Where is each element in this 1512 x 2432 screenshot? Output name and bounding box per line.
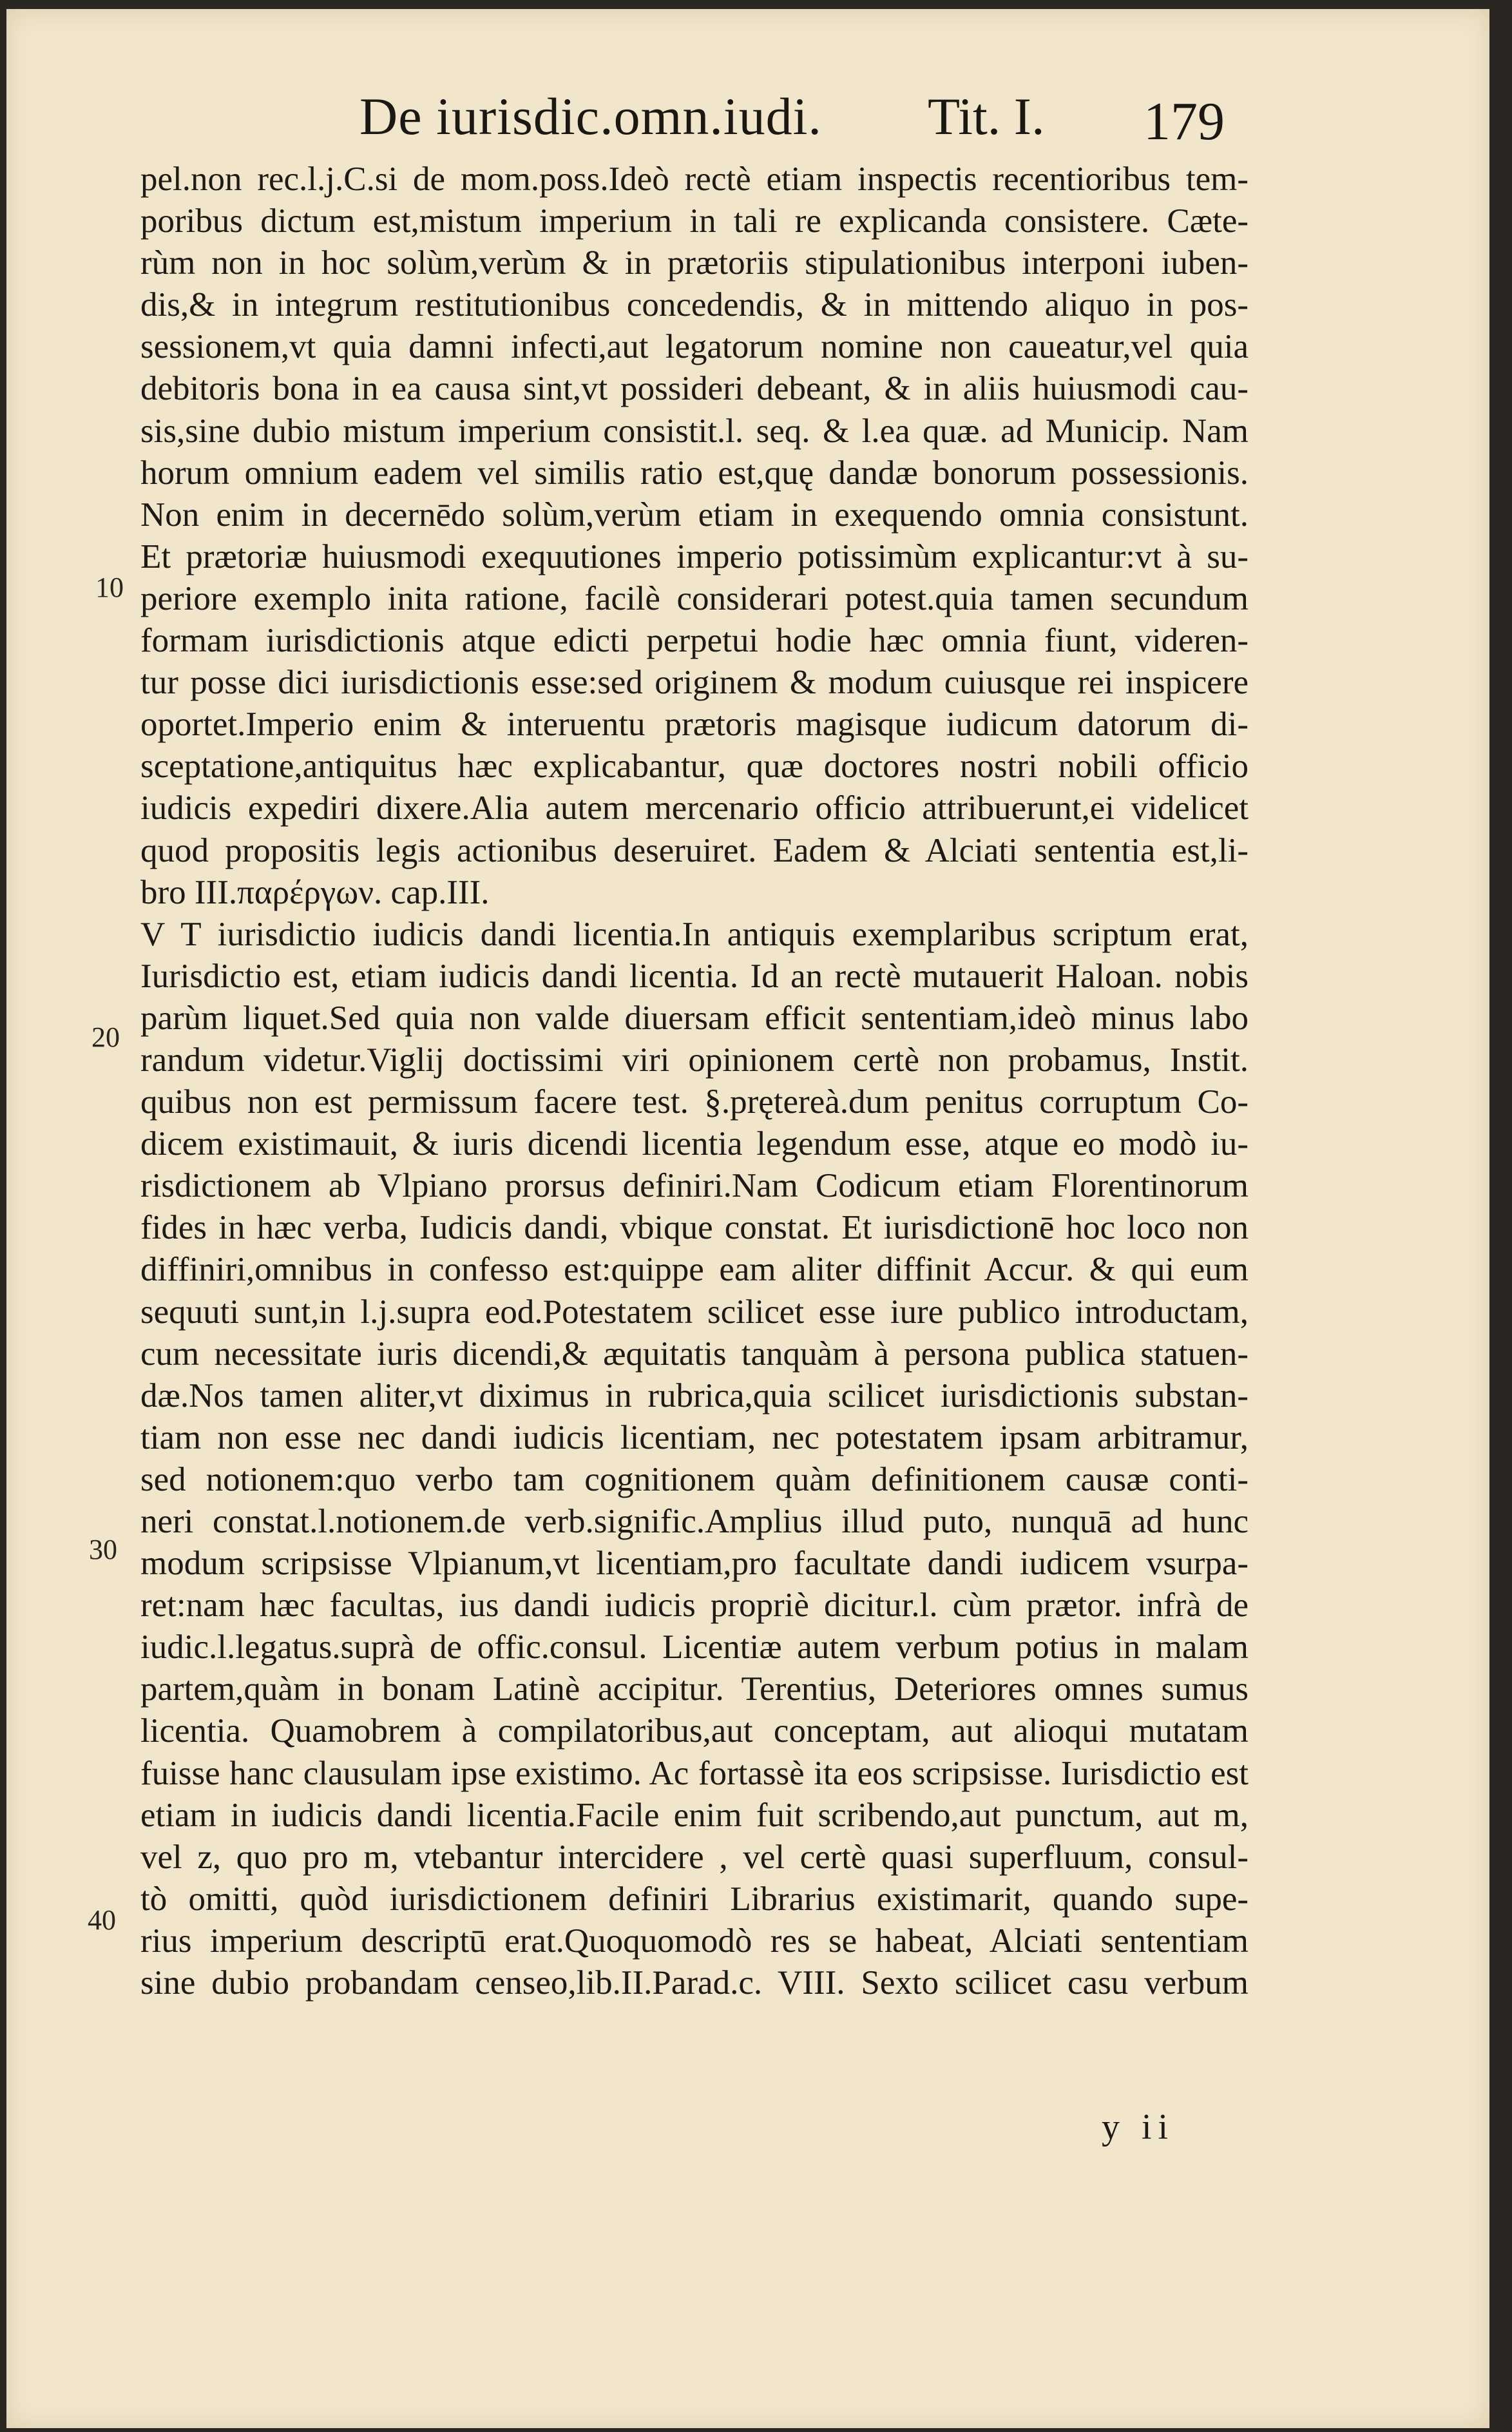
text-line: fides in hæc verba, Iudicis dandi, vbique constat. Et iurisdictionē hoc loco non bbox=[140, 1209, 1249, 1247]
page-number: 179 bbox=[1144, 92, 1225, 151]
text-line: dis,& in integrum restitutionibus concedendis, & in mittendo aliquo in pos- bbox=[140, 286, 1249, 324]
signature-mark: y ii bbox=[1102, 2107, 1175, 2147]
text-line: cum necessitate iuris dicendi,& æquitatis tanquàm à persona publica statuen- bbox=[140, 1335, 1249, 1373]
text-line: quod propositis legis actionibus deseruiret. Eadem & Alciati sententia est,li- bbox=[140, 831, 1249, 869]
text-line: sequuti sunt,in l.j.supra eod.Potestatem scilicet esse iure publico introductam, bbox=[140, 1293, 1249, 1331]
text-line: oportet.Imperio enim & interuentu prætoris magisque iudicum datorum di- bbox=[140, 706, 1249, 744]
text-line: randum videtur.Viglij doctissimi viri opinionem certè non probamus, Instit. bbox=[140, 1041, 1249, 1079]
text-line: dicem existimauit, & iuris dicendi licentia legendum esse, atque eo modò iu- bbox=[140, 1125, 1249, 1163]
text-line: etiam in iudicis dandi licentia.Facile enim fuit scribendo,aut punctum, aut m, bbox=[140, 1796, 1249, 1834]
text-line: Iurisdictio est, etiam iudicis dandi licentia. Id an rectè mutauerit Haloan. nobis bbox=[140, 957, 1249, 995]
text-line: tò omitti, quòd iurisdictionem definiri Librarius existimarit, quando supe- bbox=[140, 1880, 1249, 1918]
text-line: iudicis expediri dixere.Alia autem mercenario officio attribuerunt,ei videlicet bbox=[140, 789, 1249, 827]
text-line: fuisse hanc clausulam ipse existimo. Ac fortassè ita eos scripsisse. Iurisdictio est bbox=[140, 1754, 1249, 1792]
text-line: periore exemplo inita ratione, facilè considerari potest.quia tamen secundum bbox=[140, 579, 1249, 617]
text-line: poribus dictum est,mistum imperium in tali re explicanda consistere. Cæte- bbox=[140, 202, 1249, 240]
text-line: licentia. Quamobrem à compilatoribus,aut conceptam, aut alioqui mutatam bbox=[140, 1712, 1249, 1750]
text-line: tur posse dici iurisdictionis esse:sed originem & modum cuiusque rei inspicere bbox=[140, 664, 1249, 702]
text-line: iudic.l.legatus.suprà de offic.consul. Licentiæ autem verbum potius in malam bbox=[140, 1628, 1249, 1666]
text-line: rius imperium descriptū erat.Quoquomodò res se habeat, Alciati sententiam bbox=[140, 1922, 1249, 1960]
page-header bbox=[6, 86, 1489, 157]
body-text bbox=[140, 159, 1249, 2046]
text-line: formam iurisdictionis atque edicti perpetui hodie hæc omnia fiunt, videren- bbox=[140, 622, 1249, 660]
text-line: risdictionem ab Vlpiano prorsus definiri.Nam Codicum etiam Florentinorum bbox=[140, 1167, 1249, 1205]
text-line: horum omnium eadem vel similis ratio est,quę dandæ bonorum possessionis. bbox=[140, 454, 1249, 492]
text-line: sessionem,vt quia damni infecti,aut legatorum nomine non caueatur,vel quia bbox=[140, 328, 1249, 366]
section-label: Tit. I. bbox=[928, 87, 1045, 146]
text-line: sceptatione,antiquitus hæc explicabantur, quæ doctores nostri nobili officio bbox=[140, 748, 1249, 786]
text-line: Non enim in decernēdo solùm,verùm etiam in exequendo omnia consistunt. bbox=[140, 496, 1249, 534]
line-number-20: 20 bbox=[91, 1021, 120, 1053]
text-line: vel z, quo pro m, vtebantur intercidere , vel certè quasi superfluum, consul- bbox=[140, 1838, 1249, 1876]
text-line: diffiniri,omnibus in confesso est:quippe eam aliter diffinit Accur. & qui eum bbox=[140, 1251, 1249, 1289]
text-line: quibus non est permissum facere test. §.prętereà.dum penitus corruptum Co- bbox=[140, 1083, 1249, 1121]
book-page bbox=[6, 9, 1489, 2428]
text-line: pel.non rec.l.j.C.si de mom.poss.Ideò rectè etiam inspectis recentioribus tem- bbox=[140, 160, 1249, 198]
text-line: dæ.Nos tamen aliter,vt diximus in rubrica,quia scilicet iurisdictionis substan- bbox=[140, 1376, 1249, 1414]
text-line: parùm liquet.Sed quia non valde diuersam efficit sententiam,ideò minus labo bbox=[140, 999, 1249, 1037]
text-line: partem,quàm in bonam Latinè accipitur. Terentius, Deteriores omnes sumus bbox=[140, 1670, 1249, 1708]
text-line: modum scripsisse Vlpianum,vt licentiam,pro facultate dandi iudicem vsurpa- bbox=[140, 1545, 1249, 1583]
text-line: bro III.παρέργων. cap.III. bbox=[140, 873, 490, 911]
text-line: rùm non in hoc solùm,verùm & in prætoriis stipulationibus interponi iuben- bbox=[140, 244, 1249, 282]
text-line: tiam non esse nec dandi iudicis licentiam, nec potestatem ipsam arbitramur, bbox=[140, 1418, 1249, 1456]
text-line: V T iurisdictio iudicis dandi licentia.In antiquis exemplaribus scriptum erat, bbox=[140, 915, 1249, 953]
text-line: ret:nam hæc facultas, ius dandi iudicis propriè dicitur.l. cùm prætor. infrà de bbox=[140, 1587, 1249, 1625]
text-line: sine dubio probandam censeo,lib.II.Parad.c. VIII. Sexto scilicet casu verbum bbox=[140, 1964, 1249, 2002]
line-number-10: 10 bbox=[95, 572, 124, 603]
text-line: sis,sine dubio mistum imperium consistit.l. seq. & l.ea quæ. ad Municip. Nam bbox=[140, 412, 1249, 450]
text-line: sed notionem:quo verbo tam cognitionem quàm definitionem causæ conti- bbox=[140, 1460, 1249, 1498]
text-line: Et prætoriæ huiusmodi exequutiones imperio potissimùm explicantur:vt à su- bbox=[140, 537, 1249, 575]
running-title: De iurisdic.omn.iudi. bbox=[359, 87, 822, 146]
line-number-40: 40 bbox=[88, 1904, 116, 1936]
text-line bbox=[140, 2004, 1249, 2046]
line-number-30: 30 bbox=[89, 1534, 117, 1565]
text-line: neri constat.l.notionem.de verb.signific.Amplius illud puto, nunquā ad hunc bbox=[140, 1503, 1249, 1540]
text-line: debitoris bona in ea causa sint,vt possideri debeant, & in aliis huiusmodi cau- bbox=[140, 370, 1249, 408]
